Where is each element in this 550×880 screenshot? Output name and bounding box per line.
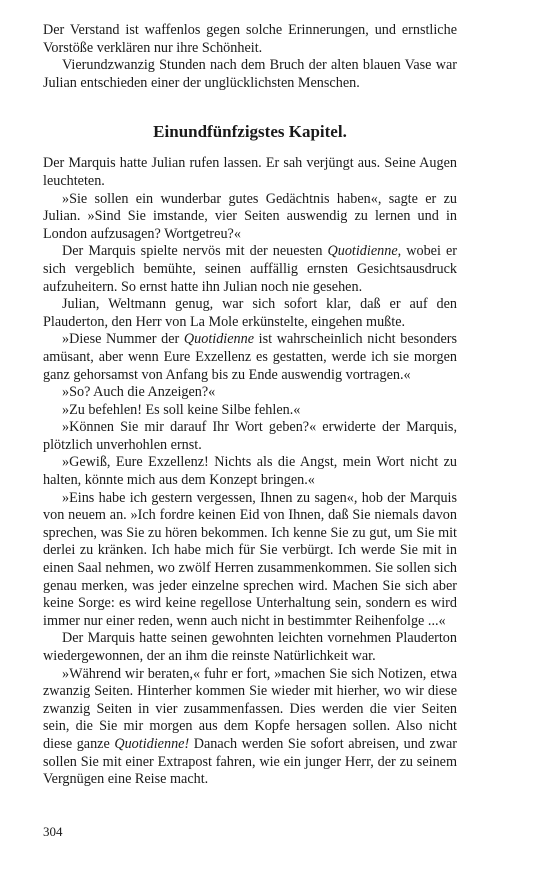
paragraph: »Während wir beraten,« fuhr er fort, »machen Sie sich Notizen, etwa zwanzig Seiten. Hinterher kommen Sie wieder mit hierher, wo wir diese zwanzig Seiten in vier zusammenfassen. Dies werden die vier Seiten sein, die Sie mir morgen aus dem Kopfe hersagen sollen. Also nicht diese ganze Quotidienne! Danach werden Sie sofort abreisen, und zwar sollen Sie mit einer Extrapost fahren, wie ein junger Herr, der zu seinem Vergnügen eine Reise macht. <box>43 665 457 788</box>
paragraph: »Sie sollen ein wunderbar gutes Gedächtnis haben«, sagte er zu Julian. »Sind Sie imstande, vier Seiten auswendig zu lernen und in London aufzusagen? Wortgetreu?« <box>43 190 457 242</box>
paragraph: »Eins habe ich gestern vergessen, Ihnen zu sagen«, hob der Marquis von neuem an. »Ich fordre keinen Eid von Ihnen, daß Sie niemals davon sprechen, was Sie zu hören bekommen. Ich kenne Sie zu gut, um Sie mit derlei zu kränken. Ich habe mich für Sie verbürgt. Ich werde Sie mit in einen Saal nehmen, wo zwölf Herren zusammenkommen. Sie sollen sich genau merken, was jeder einzelne sprechen wird. Machen Sie sich aber keine Sorge: es wird keine regellose Unterhaltung sein, sondern es wird immer nur einer reden, wenn auch nicht in bestimmter Reihenfolge ...« <box>43 489 457 629</box>
paragraph: Der Verstand ist waffenlos gegen solche Erinnerungen, und ernstliche Vorstöße verklären nur ihre Schönheit. <box>43 22 457 56</box>
paragraph: »Zu befehlen! Es soll keine Silbe fehlen.« <box>62 401 301 418</box>
newspaper-title: Quotidienne <box>183 331 255 348</box>
chapter-title: Einundfünfzigstes Kapitel. <box>153 122 347 142</box>
paragraph: Der Marquis hatte Julian rufen lassen. Er sah verjüngt aus. Seine Augen leuchteten. <box>43 155 457 189</box>
book-page <box>43 22 457 789</box>
paragraph: »Können Sie mir darauf Ihr Wort geben?« erwiderte der Marquis, plötzlich unverhohlen ernst. <box>43 419 457 453</box>
paragraph: Der Marquis hatte seinen gewohnten leichten vornehmen Plauderton wiedergewonnen, der an ihm die reinste Natürlichkeit war. <box>43 630 457 664</box>
newspaper-title: Quotidienne <box>327 243 398 260</box>
paragraph: Julian, Weltmann genug, war sich sofort klar, daß er auf den Plauderton, den Herr von La Mole erkünstelte, eingehen mußte. <box>43 296 457 330</box>
page-number: 304 <box>43 824 63 839</box>
paragraph: »Diese Nummer der Quotidienne ist wahrscheinlich nicht besonders amüsant, aber wenn Eure Exzellenz es gestatten, werde ich sie morgen ganz gehorsamst von Anfang bis zu Ende auswendig vortragen.« <box>43 331 458 383</box>
paragraph: Vierundzwanzig Stunden nach dem Bruch der alten blauen Vase war Julian entschieden einer der unglücklichsten Menschen. <box>43 57 457 91</box>
paragraph: »So? Auch die Anzeigen?« <box>62 384 216 401</box>
paragraph: Der Marquis spielte nervös mit der neuesten Quotidienne, wobei er sich vergeblich bemühte, seinen auffällig ernsten Gesichtsausdruck aufzuheitern. So ernst hatte ihn Julian noch nie gesehen. <box>43 243 457 295</box>
newspaper-title: Quotidienne! <box>114 735 190 752</box>
paragraph: »Gewiß, Eure Exzellenz! Nichts als die Angst, mein Wort nicht zu halten, könnte mich aus dem Konzept bringen.« <box>43 454 457 489</box>
